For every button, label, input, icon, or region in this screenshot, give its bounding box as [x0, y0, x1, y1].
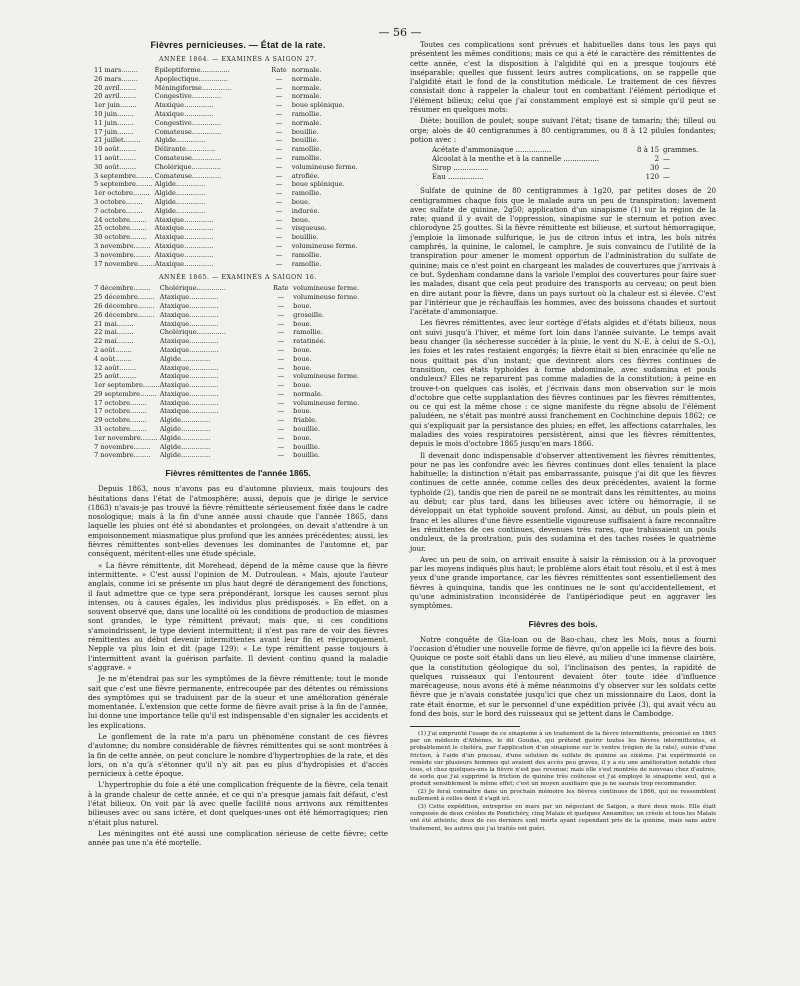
case-date: 22 mai........	[94, 328, 134, 337]
spleen-label: —	[275, 162, 283, 171]
fever-type: Ataxique..............	[159, 389, 219, 398]
table-row	[94, 119, 384, 128]
table-row	[94, 172, 384, 181]
paragraph: Les méningites ont été aussi une complication sérieuse de cette fièvre; cette année pas une n'a été mortelle.	[88, 828, 388, 848]
spleen-state: bouillie.	[291, 127, 319, 136]
paragraph: Il devenait donc indispensable d'observer attentivement les fièvres rémittentes, pour ne pas les confondre avec les fièvres continues dont elles tenaient la place habituelle; la distinction n'était pas embarrassante, puisque j'ai dit que les fièvres continues de cette année, comme celles des deux précédentes, avaient la forme typhoïde (2), tandis que rien de pareil ne se montrait dans les rémittentes, au moins au début; car plus tard, dans les bilieuses avec ictère ou hémorragie, il se développait un état typhoïde souvent profond. Ainsi, au début, un pouls plein et franc et les allures d'une fièvre essentielle vigoureuse suffisaient à faire reconnaître les rémittentes de ces continues, devenues très rares, que trahissaient un pouls onduleux, de la prostration, puis des sudamina et des taches rosées le quatrième jour.	[410, 450, 716, 553]
case-date: 17 octobre........	[94, 398, 147, 407]
fever-type: Algide..............	[159, 433, 211, 442]
spleen-label: —	[275, 83, 283, 92]
spleen-state: normale.	[291, 66, 322, 74]
spleen-state: bouillie.	[291, 136, 319, 145]
fever-type: Algide..............	[159, 354, 211, 363]
spleen-state: indurée.	[291, 206, 320, 215]
spleen-state: bouillie.	[293, 451, 321, 460]
spleen-state: groseille.	[293, 310, 325, 319]
spleen-label: —	[275, 127, 283, 136]
case-date: 4 août........	[94, 354, 132, 363]
table-row	[94, 145, 384, 154]
case-date: 26 décembre........	[94, 310, 155, 319]
spleen-label: —	[275, 189, 283, 198]
fever-type: Ataxique..............	[154, 224, 214, 233]
spleen-state: boue.	[293, 345, 312, 354]
spleen-label: —	[275, 109, 283, 118]
fever-type: Algide..............	[154, 189, 206, 198]
spleen-label: —	[275, 259, 283, 268]
table-row	[94, 381, 384, 390]
spleen-label: —	[275, 233, 283, 242]
table-row	[94, 399, 384, 408]
footnotes	[410, 731, 716, 832]
footnote: (2) Je ferai connaître dans un prochain mémoire les fièvres continues de 1866, qui ne ressemblent nullement à celles dont il s'agit ici.	[410, 789, 716, 803]
remittent-fevers-heading: Fièvres rémittentes de l'année 1865.	[165, 468, 311, 479]
spleen-state: ramollie.	[291, 145, 322, 154]
table-row	[94, 101, 384, 110]
case-date: 7 novembre........	[94, 451, 151, 460]
table-row	[94, 251, 384, 260]
table-row	[94, 180, 384, 189]
spleen-label: —	[275, 241, 283, 250]
table-row	[94, 66, 384, 75]
potion-unit: —	[663, 173, 671, 182]
spleen-label: —	[275, 206, 283, 215]
fever-type: Algide..............	[154, 206, 206, 215]
case-date: 3 novembre........	[94, 241, 151, 250]
fever-type: Apoplectique..............	[154, 74, 228, 83]
footnote: (1) J'ai emprunté l'usage de ce sinapisme à un traitement de la fièvre intermittente, préconisé en 1865 par un médecin d'Athènes, le dit Goudas, qui prétend guérir toutes les fièvres intermittentes, et probablement le choléra, par l'application d'un sinapisme sur le ventre (région de la rate), suivie d'une friction, à l'aide d'un pinceau, d'une solution de sulfate de quinine au sixième. J'ai expérimenté ce remède sur plusieurs hommes qui avaient des accès peu graves, il y a eu une amélioration notable chez tous, et chez quelques-uns la fièvre n'est pas revenue; mais elle s'est montrée de nouveau chez d'autres, de sorte que j'ai supprimé la friction de quinine très coûteuse et j'ai employé le sinapisme seul, qui a produit sensiblement le même effet; c'est un moyen auxiliaire que je ne saurais trop recommander.	[410, 731, 716, 787]
spleen-label: —	[277, 337, 285, 346]
table-row	[94, 372, 384, 381]
spleen-label: —	[277, 389, 285, 398]
fever-type: Algide..............	[159, 425, 211, 434]
table-row	[94, 320, 384, 329]
fever-type: Ataxique..............	[154, 250, 214, 259]
table-row	[94, 390, 384, 399]
spleen-label: —	[277, 293, 285, 302]
fever-type: Ataxique..............	[159, 398, 219, 407]
spleen-label: —	[277, 310, 285, 319]
case-date: 2 août........	[94, 345, 132, 354]
fever-type: Cholérique..............	[159, 284, 226, 293]
spleen-label: —	[275, 101, 283, 110]
spleen-state: atrofiée.	[291, 171, 320, 180]
spleen-label: —	[277, 451, 285, 460]
fever-type: Cholérique..............	[154, 162, 221, 171]
spleen-state: ramollie.	[291, 189, 322, 198]
spleen-table-title: Fièvres pernicieuses. — État de la rate.	[150, 40, 326, 50]
potion-ingredient: Eau ................	[432, 173, 484, 182]
list-item	[432, 146, 698, 155]
case-date: 7 décembre........	[94, 284, 151, 293]
spleen-state: ramollie.	[293, 328, 323, 337]
spleen-label: —	[277, 425, 285, 434]
case-date: 20 avril........	[94, 92, 137, 101]
spleen-label: —	[277, 381, 285, 390]
spleen-state: friable.	[293, 416, 318, 425]
case-date: 7 octobre........	[94, 206, 143, 215]
case-date: 1er juin........	[94, 101, 137, 110]
fever-type: Épileptiforme..............	[154, 66, 230, 74]
case-date: 22 mai........	[94, 337, 134, 346]
remittent-fevers-text	[88, 484, 388, 847]
case-date: 29 octobre........	[94, 416, 147, 425]
table-row	[94, 110, 384, 119]
spleen-state: normale.	[291, 118, 322, 127]
spleen-state: boue.	[293, 301, 312, 310]
spleen-label: —	[275, 92, 283, 101]
potion-ingredient: Sirop ................	[432, 164, 489, 173]
list-item	[432, 164, 698, 173]
case-date: 25 décembre........	[94, 293, 155, 302]
table-row	[94, 407, 384, 416]
spleen-label: —	[275, 136, 283, 145]
table-row	[94, 434, 384, 443]
spleen-state: ramollie.	[291, 250, 322, 259]
spleen-label: —	[277, 301, 285, 310]
table-row	[94, 451, 384, 460]
table-row	[94, 128, 384, 137]
spleen-label: Rate	[272, 284, 289, 293]
year-1865-heading: ANNÉE 1865. — EXAMINÉS A SAIGON 16.	[158, 274, 318, 282]
spleen-label: —	[277, 416, 285, 425]
spleen-label: —	[275, 250, 283, 259]
fever-type: Ataxique..............	[159, 363, 219, 372]
fever-type: Ataxique..............	[159, 407, 219, 416]
spleen-state: bouillie.	[291, 233, 319, 242]
case-date: 10 août........	[94, 145, 137, 154]
fever-type: Ataxique..............	[159, 345, 219, 354]
spleen-state: bouillie.	[293, 425, 321, 434]
spleen-label: —	[277, 345, 285, 354]
spleen-label: —	[275, 224, 283, 233]
fever-type: Ataxique..............	[159, 372, 219, 381]
spleen-label: —	[277, 354, 285, 363]
spleen-state: ramollie.	[291, 153, 322, 162]
spleen-label: —	[275, 215, 283, 224]
table-row	[94, 293, 384, 302]
case-date: 3 octobre........	[94, 197, 143, 206]
spleen-state: boue.	[293, 319, 312, 328]
right-column	[410, 40, 716, 834]
fever-type: Ataxique..............	[159, 319, 219, 328]
year-1864-heading: ANNÉE 1864. — EXAMINÉS A SAIGON 27.	[158, 56, 318, 63]
case-date: 17 juin........	[94, 127, 134, 136]
table-row	[94, 198, 384, 207]
spleen-state: volumineuse ferme.	[293, 293, 360, 302]
fever-type: Comateuse..............	[154, 171, 222, 180]
spleen-label: —	[275, 118, 283, 127]
fever-type: Cholérique..............	[159, 328, 226, 337]
table-row	[94, 163, 384, 172]
paragraph: Avec un peu de soin, on arrivait ensuite à saisir la rémission ou à la provoquer par les moyens indiqués plus haut; le problème alors était tout résolu, et il est à mes yeux d'une grande importance, car les fièvres rémittentes sont essentiellement des fièvres à quinquina, tandis que les continues ne le sont qu'accidentellement, et qu'une administration inconsidérée de l'antipériodique peut en aggraver les symptômes.	[410, 554, 716, 611]
table-row	[94, 355, 384, 364]
table-row	[94, 443, 384, 452]
spleen-state: normale.	[293, 389, 323, 398]
spleen-label: —	[275, 180, 283, 189]
case-date: 20 avril........	[94, 83, 137, 92]
spleen-state: boue splénique.	[291, 180, 345, 189]
table-row	[94, 224, 384, 233]
spleen-state: normale.	[291, 83, 322, 92]
treatment-text	[410, 186, 716, 610]
spleen-label: Rate	[271, 66, 287, 74]
table-row	[94, 337, 384, 346]
table-row	[94, 233, 384, 242]
spleen-label: —	[277, 442, 285, 451]
cases-1865-table	[94, 284, 384, 460]
left-column	[88, 40, 388, 850]
spleen-state: boue.	[293, 433, 312, 442]
fever-type: Ataxique..............	[159, 337, 219, 346]
fever-type: Algide..............	[154, 197, 206, 206]
fever-type: Congestive..............	[154, 118, 222, 127]
spleen-state: visqueuse.	[291, 224, 327, 233]
paragraph: Les fièvres rémittentes, avec leur cortège d'états algides et d'états bilieux, nous ont suivi jusqu'à l'hiver, et même fort loin dans l'année suivante. Le temps avait beau changer (la sécheresse succéder à la pluie, le vent du N.-E. à celui de S.-O.), les foies et les rates restaient engorgés; la fièvre était si bien enracinée qu'elle ne nous quittait pas d'un instant; que devinrent alors ces fièvres continues de transition, ces états typhoïdes à forme abdominale, avec sudamina et pouls onduleux? Elles ne reparurent pas comme maladies de la constitution; à peine en trouve-t-on quelques cas isolés, et j'écrivais dans mon observation sur le mois d'octobre que cette supplantation des fièvres continues par les fièvres rémittentes, ou ce qui est la même chose : ce signe manifeste du règne absolu de l'élément paludéen, ne s'était pas montré aussi franchement en Cochinchine depuis 1862; ce qui s'expliquait par la persistance des pluies; en effet, les affections catarrhales, les maladies des voies respiratoires persistèrent, ainsi que les fièvres rémittentes, depuis le mois d'octobre 1865 jusqu'en mars 1866.	[410, 318, 716, 449]
fever-type: Congestive..............	[154, 92, 222, 101]
complications-text	[410, 40, 716, 144]
case-date: 24 octobre........	[94, 215, 147, 224]
table-row	[94, 425, 384, 434]
table-row	[94, 364, 384, 373]
case-date: 30 août........	[94, 162, 137, 171]
fever-type: Algide..............	[159, 451, 211, 460]
table-row	[94, 136, 384, 145]
fever-type: Algide..............	[154, 180, 206, 189]
case-date: 26 décembre........	[94, 301, 155, 310]
footnote: (3) Cette expédition, entreprise en mars par un négociant de Saigon, a duré deux mois. Elle était composée de deux créoles de Pondichéry, cinq Malais et quelques Annamites; un créole et tous les Malais ont été atteints; deux de ces derniers sont morts ayant cependant pris de la quinine, mais sans autre traitement, les autres que j'ai traités ont guéri.	[410, 804, 716, 832]
table-row	[94, 216, 384, 225]
fever-type: Ataxique..............	[154, 241, 214, 250]
spleen-label: —	[275, 153, 283, 162]
list-item	[432, 173, 698, 182]
spleen-state: volumineuse ferme.	[293, 284, 360, 293]
fever-type: Ataxique..............	[159, 381, 219, 390]
spleen-label: —	[277, 328, 285, 337]
page-number: — 56 —	[378, 26, 422, 39]
potion-unit: grammes.	[663, 146, 699, 155]
case-date: 17 octobre........	[94, 407, 147, 416]
fever-type: Ataxique..............	[159, 293, 219, 302]
fever-type: Algide..............	[159, 442, 211, 451]
spleen-state: volumineuse ferme.	[291, 162, 358, 171]
case-date: 5 septembre........	[94, 180, 153, 189]
case-date: 11 mars........	[94, 66, 138, 74]
fever-type: Ataxique..............	[154, 215, 214, 224]
table-row	[94, 346, 384, 355]
case-date: 29 septembre........	[94, 389, 157, 398]
potion-unit: —	[663, 155, 671, 164]
spleen-state: ramollie.	[291, 109, 322, 118]
potion-table	[432, 146, 698, 182]
table-row	[94, 416, 384, 425]
case-date: 7 novembre........	[94, 442, 151, 451]
fever-type: Comateuse..............	[154, 127, 222, 136]
paragraph: L'hypertrophie du foie a été une complication fréquente de la fièvre, cela tenait à la grande chaleur de cette année, et ce qui n'a presque jamais fait défaut, c'est l'état bilieux. On voit par là avec quelle facilité nous arrivons aux rémittentes bilieuses avec ou sans ictère, et dont quelques-unes ont été hémorragiques; rien n'était plus naturel.	[88, 780, 388, 827]
fever-type: Ataxique..............	[159, 310, 219, 319]
table-row	[94, 84, 384, 93]
fever-type: Algide..............	[154, 136, 206, 145]
paragraph: Sulfate de quinine de 80 centigrammes à 1g20, par petites doses de 20 centigrammes chaque fois que le malade aura un peu de transpiration; lavement avec sulfate de quinine, 2g50; application d'un sinapisme (1) sur la région de la rate; quand il y avait de l'oppression, sinapisme sur le sternum et potion avec chlorodyne 25 gouttes. Si la fièvre rémittente est bilieuse, et surtout hémorragique, j'emploie la limonade sulfurique, le jus de citron intus et intra, les bols nitrés camphrés, la quinine, le calomel, le camphre. Je suis convaincu de l'utilité de la transpiration pour amener le moment opportun de l'administration du sulfate de quinine; mais ce n'est point en chargeant les malades de couvertures que j'arrivais à ce but. Sydenham condamne dans la variole l'emploi des couvertures pour faire suer les malades, disant que cela peut produire des transports au cerveau; on peut bien en dire autant pour la fièvre, dans un pays surtout où la chaleur est si élevée. C'est par l'intérieur que je réchauffais les hommes, avec des boissons chaudes et surtout l'acétate d'ammoniaque.	[410, 186, 716, 317]
spleen-label: —	[275, 197, 283, 206]
case-date: 1er septembre........	[94, 381, 160, 390]
paragraph: Depuis 1863, nous n'avons pas eu d'automne pluvieux, mais toujours des hésitations dans l'état de l'atmosphère; aussi, depuis que je dirige le service (1863) n'avais-je pas trouvé la fièvre rémittente sérieusement fixée dans le cadre nosologique; mais à la fin d'une année aussi chaude que l'année 1865, dans laquelle les pluies ont été si abondantes et prolongées, on devait s'attendre à un empoisonnement miasmatique plus profond que les années précédentes; aussi, les fièvres rémittentes sont-elles devenues les dominantes de l'automne et, par conséquent, méritent-elles une étude spéciale.	[88, 484, 388, 559]
case-date: 17 novembre........	[94, 259, 155, 268]
spleen-state: volumineuse ferme.	[291, 241, 358, 250]
spleen-label: —	[275, 145, 283, 154]
case-date: 21 juillet........	[94, 136, 141, 145]
table-row	[94, 92, 384, 101]
spleen-state: boue.	[293, 381, 312, 390]
fever-type: Ataxique..............	[154, 233, 214, 242]
case-date: 21 mai........	[94, 319, 134, 328]
paragraph: Diète; bouillon de poulet; soupe suivant l'état; tisane de tamarin; thé; tilleul ou orge; aloès de 40 centigrammes à 80 centigrammes, ou 8 à 12 pilules fondantes; potion avec :	[410, 116, 716, 144]
potion-unit: —	[663, 164, 671, 173]
case-date: 25 août........	[94, 372, 137, 381]
paragraph: Notre conquête de Gia-loan ou de Bao-chau, chez les Moïs, nous a fourni l'occasion d'étudier une nouvelle forme de fièvre, qu'on appelle ici la fièvre des bois. Quoique ce poste soit établi dans un lieu élevé, au milieu d'une immense clairière, que la constitution géologique du sol, l'inclinaison des pentes, la rapidité de quelques ruisseaux qui l'entourent devaient ôter toute idée d'influence marécageuse, nous avons été à même néanmoins d'y observer sur les soldats cette fièvre que je n'avais constatée jusqu'ici que chez un missionnaire du Laos, dont la rate était énorme, et sur le personnel d'une expédition privée (3), qui avait vécu au fond des bois, sur le bord des ruisseaux qui se jettent dans le Cambodge.	[410, 634, 716, 718]
fever-type: Comateuse..............	[154, 153, 222, 162]
cases-1864-table	[94, 66, 384, 268]
case-date: 1er novembre........	[94, 433, 158, 442]
case-date: 12 août........	[94, 363, 137, 372]
case-date: 3 novembre........	[94, 250, 151, 259]
spleen-label: —	[277, 363, 285, 372]
spleen-state: boue splénique.	[291, 101, 345, 110]
spleen-state: boue.	[293, 363, 312, 372]
table-row	[94, 75, 384, 84]
case-date: 11 août........	[94, 153, 137, 162]
potion-amount: 30	[650, 164, 660, 173]
paragraph: Toutes ces complications sont prévues et habituelles dans tous les pays qui présentent les mêmes conditions; mais ce qui a été le caractère des rémittentes de cette année, c'est la disposition à l'algidité qui en a presque toujours été inséparable; quelles que fussent leurs autres complications, on se rappelle que l'algidité était le fond de la constitution médicale. Le traitement de ces fièvres consistait donc à rappeler la chaleur tout en combattant l'élément périodique et l'élément bilieux; celui que j'ai constamment employé est si simple qu'il peut se résumer en quelques mots:	[410, 40, 716, 115]
list-item	[432, 155, 698, 164]
table-row	[94, 260, 384, 269]
case-date: 10 juin........	[94, 109, 134, 118]
potion-ingredient: Alcoolat à la menthe et à la cannelle ................	[432, 155, 600, 164]
spleen-state: ramollie.	[291, 259, 322, 268]
case-date: 3 septembre........	[94, 171, 153, 180]
case-date: 1er octobre........	[94, 189, 150, 198]
paragraph: « La fièvre rémittente, dit Morehead, dépend de la même cause que la fièvre intermittente. » C'est aussi l'opinion de M. Dutroulean. « Mais, ajoute l'auteur anglais, comme ici se présente un plus haut degré de dérangement des fonctions, il faut admettre que ce type sera prépondérant, lorsque les causes seront plus intenses, ou à causes égales, les individus plus prédisposés. » En effet, on a souvent observé que, dans une localité où les conditions de production de miasmes sont grandes, le type rémittent prévaut; mais que, si ces conditions s'amoindrissent, le type devient intermittent; il n'est pas rare de voir des fièvres rémittentes au début devenir intermittentes avant leur fin et réciproquement. Nepple va plus loin et dit (page 129): « Le type rémittent passe toujours à l'intermittent avant la guérison parfaite. Il devient continu quand la maladie s'aggrave. »	[88, 560, 388, 672]
forest-fevers-heading: Fièvres des bois.	[528, 618, 598, 629]
case-date: 31 octobre........	[94, 425, 147, 434]
paragraph: Je ne m'étendrai pas sur les symptômes de la fièvre rémittente; tout le monde sait que c'est une fièvre permanente, entrecoupée par des détentes ou rémissions des symptômes qui se traduisent par de la sueur et une amélioration générale momentanée. L'extension que cette forme de fièvre avait prise à la fin de l'année, lui donne une importance telle qu'il est indispensable d'en signaler les accidents et les explications.	[88, 674, 388, 730]
spleen-state: volumineuse ferme.	[293, 398, 360, 407]
fever-type: Ataxique..............	[154, 109, 214, 118]
spleen-state: boue.	[291, 215, 311, 224]
spleen-state: bouillie.	[293, 442, 321, 451]
spleen-state: ratatinée.	[293, 337, 326, 346]
potion-amount: 120	[645, 173, 660, 182]
spleen-state: volumineuse ferme.	[293, 372, 360, 381]
table-row	[94, 207, 384, 216]
case-date: 26 mars........	[94, 74, 138, 83]
forest-fevers-text	[410, 635, 716, 719]
fever-type: Ataxique..............	[154, 259, 214, 268]
table-row	[94, 242, 384, 251]
spleen-label: —	[277, 372, 285, 381]
table-row	[94, 154, 384, 163]
case-date: 25 octobre........	[94, 224, 147, 233]
table-row	[94, 302, 384, 311]
case-date: 30 octobre........	[94, 233, 147, 242]
spleen-state: boue.	[293, 354, 312, 363]
case-date: 11 juin........	[94, 118, 134, 127]
spleen-label: —	[277, 407, 285, 416]
spleen-state: boue.	[291, 197, 311, 206]
spleen-label: —	[277, 319, 285, 328]
spleen-label: —	[275, 74, 283, 83]
table-row	[94, 328, 384, 337]
spleen-label: —	[277, 433, 285, 442]
table-row	[94, 189, 384, 198]
spleen-state: normale.	[291, 74, 322, 83]
spleen-state: normale.	[291, 92, 322, 101]
potion-amount: 8 à 15	[637, 146, 660, 155]
spleen-label: —	[277, 398, 285, 407]
fever-type: Algide..............	[159, 416, 211, 425]
table-row	[94, 284, 384, 293]
potion-amount: 2	[654, 155, 660, 164]
fever-type: Méningiforme..............	[154, 83, 232, 92]
spleen-state: boue.	[293, 407, 312, 416]
footnote-rule	[410, 726, 520, 727]
paragraph: Le gonflement de la rate m'a paru un phénomène constant de ces fièvres d'automne; du nombre considérable de fièvres rémittentes qui se sont montrées à la fin de cette année, on peut conclure le nombre d'hypertrophies de la rate, et dès lors, on n'a qu'à s'étonner qu'il n'y ait pas eu plus d'hydropisies et d'accès pernicieux à cette époque.	[88, 731, 388, 779]
fever-type: Ataxique..............	[159, 301, 219, 310]
spleen-label: —	[275, 171, 283, 180]
potion-ingredient: Acétate d'ammoniaque ................	[432, 146, 552, 155]
fever-type: Ataxique..............	[154, 101, 214, 110]
fever-type: Délirante..............	[154, 145, 216, 154]
table-row	[94, 311, 384, 320]
